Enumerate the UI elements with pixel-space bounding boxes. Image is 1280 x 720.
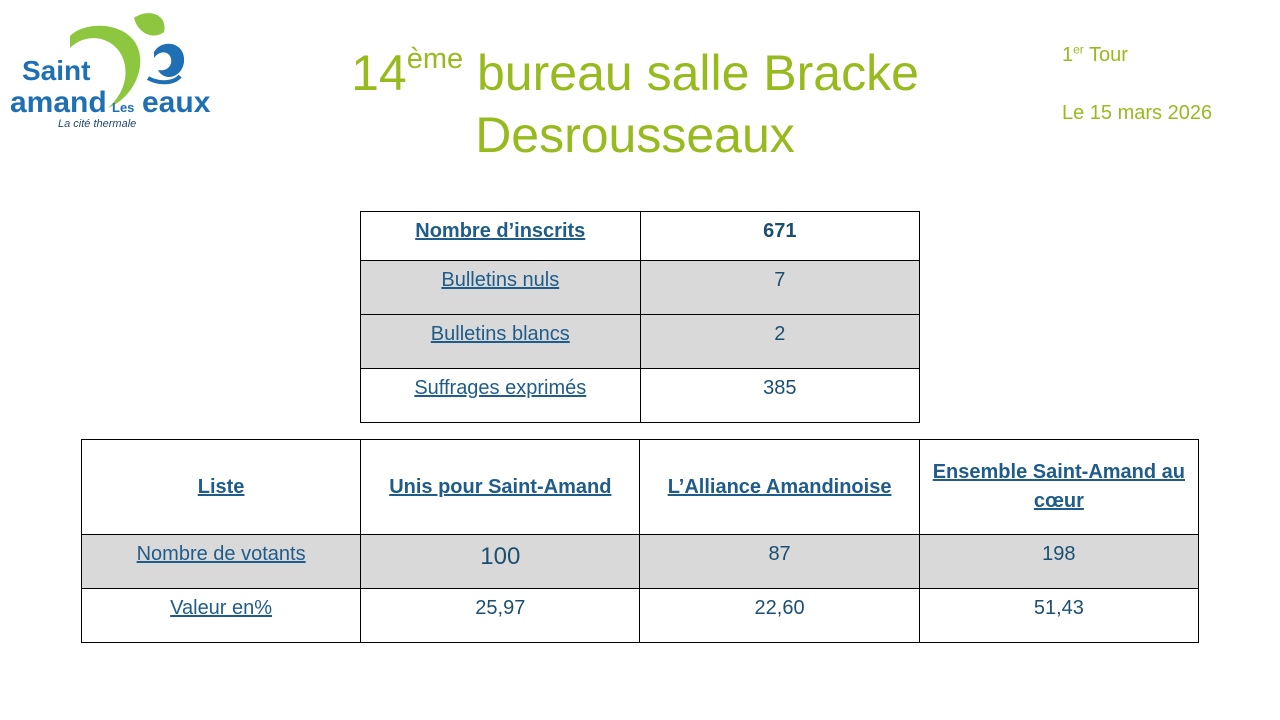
summary-table [360,211,920,423]
table-header-row [82,440,1199,535]
header-list3-link[interactable]: Ensemble Saint-Amand au cœur [932,461,1185,512]
table-cell [640,440,919,535]
tour-label [1062,44,1128,67]
title-suffix: ème [406,43,464,76]
pct-list3: 51,43 [919,589,1198,643]
tour-text: Tour [1083,44,1128,66]
votes-list1: 100 [361,535,640,589]
blank-ballots-link[interactable]: Bulletins blancs [430,323,570,345]
title-line1: bureau salle Bracke [463,45,919,101]
header-list1-link[interactable]: Unis pour Saint-Amand [389,475,612,498]
header-list-link[interactable]: Liste [197,475,245,498]
blank-ballots-value: 2 [640,315,919,369]
table-cell [82,589,361,643]
table-row [361,369,920,423]
election-date: Le 15 mars 2026 [1062,102,1213,124]
null-ballots-link[interactable]: Bulletins nuls [441,269,560,291]
logo-text-les: Les [112,100,135,115]
pct-list2: 22,60 [640,589,919,643]
votes-list3: 198 [919,535,1198,589]
table-cell [361,212,641,261]
registered-label-link[interactable]: Nombre d’inscrits [415,220,586,242]
tour-suffix: er [1073,42,1084,57]
logo-text-saint: Saint [22,55,91,86]
table-cell [361,315,641,369]
pct-label-link[interactable]: Valeur en% [170,597,273,619]
table-row [82,535,1199,589]
results-table [81,439,1199,643]
header-list2-link[interactable]: L’Alliance Amandinoise [667,475,892,498]
table-row [82,589,1199,643]
page-title [300,42,970,166]
logo-graphic [8,8,213,133]
registered-value: 671 [640,212,919,261]
votes-label-link[interactable]: Nombre de votants [136,543,306,565]
tour-number: 1 [1062,44,1074,66]
null-ballots-value: 7 [640,261,919,315]
table-cell [82,440,361,535]
logo-tagline: La cité thermale [58,118,137,130]
expressed-votes-value: 385 [640,369,919,423]
title-number: 14 [351,45,407,101]
logo-text-amand: amand [10,86,107,119]
table-row [361,315,920,369]
table-cell [361,440,640,535]
table-row [361,212,920,261]
expressed-votes-link[interactable]: Suffrages exprimés [414,377,587,399]
pct-list1: 25,97 [361,589,640,643]
table-cell [82,535,361,589]
table-row [361,261,920,315]
table-cell [919,440,1198,535]
votes-list2: 87 [640,535,919,589]
table-cell [361,261,641,315]
title-line2: Desrousseaux [475,107,795,163]
table-cell [361,369,641,423]
logo-text-eaux: eaux [142,86,211,119]
logo [8,8,213,133]
